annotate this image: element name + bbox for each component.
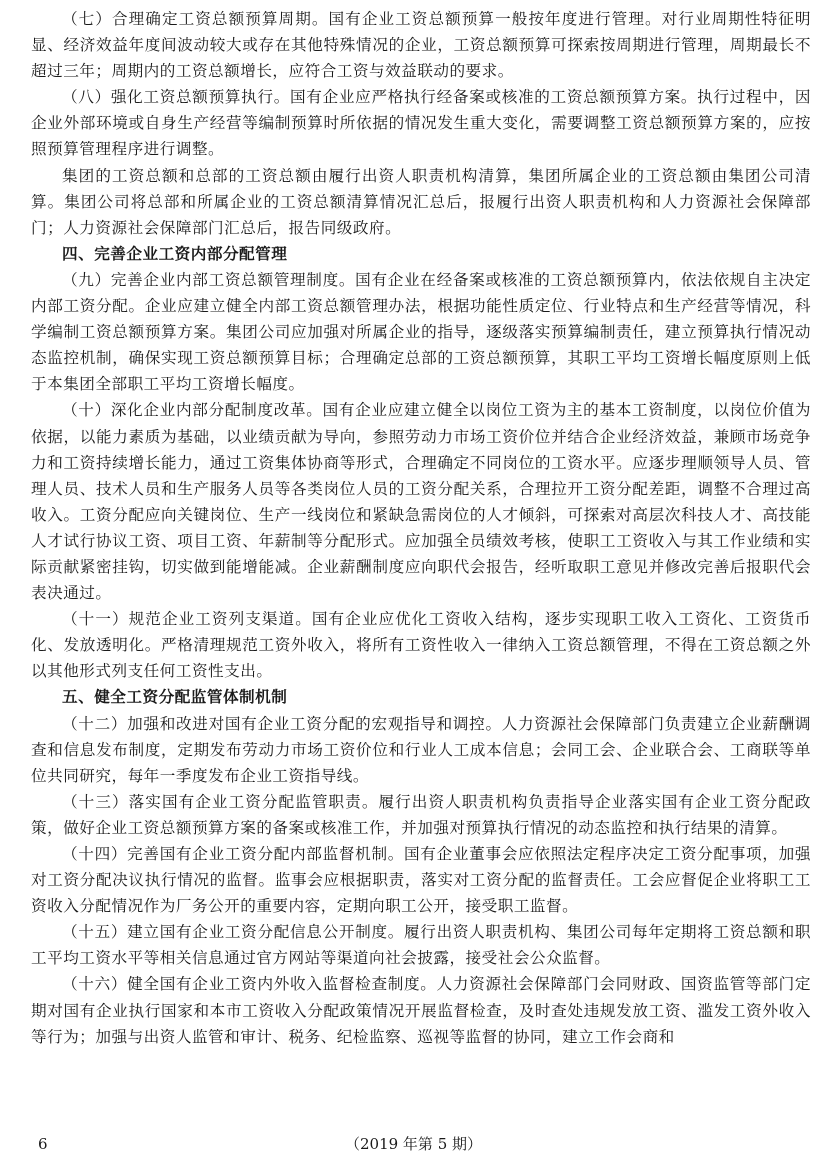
issue-label: （2019 年第 5 期） [344,1135,483,1153]
paragraph: （九）完善企业内部工资总额管理制度。国有企业在经备案或核准的工资总额预算内，依法依规自主决定内部工资分配。企业应建立健全内部工资总额管理办法，根据功能性质定位、行业特点和生产经营等情况，科学编制工资总额预算方案。集团公司应加强对所属企业的指导，逐级落实预算编制责任，建立预算执行情况动态监控机制，确保实现工资总额预算目标；合理确定总部的工资总额预算，其职工平均工资增长幅度原则上低于本集团全部职工平均工资增长幅度。 [31,270,811,394]
paragraph: （十）深化企业内部分配制度改革。国有企业应建立健全以岗位工资为主的基本工资制度，以岗位价值为依据，以能力素质为基础，以业绩贡献为导向，参照劳动力市场工资价位并结合企业经济效益，兼顾市场竞争力和工资持续增长能力，通过工资集体协商等形式，合理确定不同岗位的工资水平。应逐步理顺领导人员、管理人员、技术人员和生产服务人员等各类岗位人员的工资分配关系，合理拉开工资分配差距，调整不合理过高收入。工资分配应向关键岗位、生产一线岗位和紧缺急需岗位的人才倾斜，可探索对高层次科技人才、高技能人才试行协议工资、项目工资、年薪制等分配形式。应加强全员绩效考核，使职工工资收入与其工作业绩和实际贡献紧密挂钩，切实做到能增能减。企业薪酬制度应向职代会报告，经听取职工意见并修改完善后报职代会表决通过。 [31,401,811,603]
paragraph: （十二）加强和改进对国有企业工资分配的宏观指导和调控。人力资源社会保障部门负责建立企业薪酬调查和信息发布制度，定期发布劳动力市场工资价位和行业人工成本信息；会同工会、企业联合会、工商联等单位共同研究，每年一季度发布企业工资指导线。 [31,714,811,785]
page-number: 6 [38,1135,48,1153]
paragraph: （十四）完善国有企业工资分配内部监督机制。国有企业董事会应依照法定程序决定工资分配事项，加强对工资分配决议执行情况的监督。监事会应根据职责，落实对工资分配的监督责任。工会应督促企业将职工工资收入分配情况作为厂务公开的重要内容，定期向职工公开，接受职工监督。 [31,845,811,916]
paragraph: （十五）建立国有企业工资分配信息公开制度。履行出资人职责机构、集团公司每年定期将工资总额和职工平均工资水平等相关信息通过官方网站等渠道向社会披露，接受社会公众监督。 [31,923,811,968]
section-heading: 四、完善企业工资内部分配管理 [62,244,288,263]
paragraph: 集团的工资总额和总部的工资总额由履行出资人职责机构清算，集团所属企业的工资总额由集团公司清算。集团公司将总部和所属企业的工资总额清算情况汇总后，报履行出资人职责机构和人力资源社会保障部门；人力资源社会保障部门汇总后，报告同级政府。 [31,166,811,237]
paragraph: （十六）健全国有企业工资内外收入监督检查制度。人力资源社会保障部门会同财政、国资监管等部门定期对国有企业执行国家和本市工资收入分配政策情况开展监督检查，及时查处违规发放工资、滥发工资外收入等行为；加强与出资人监管和审计、税务、纪检监察、巡视等监督的协同，建立工作会商和 [31,975,811,1046]
document-body [31,6,811,1050]
paragraph: （八）强化工资总额预算执行。国有企业应严格执行经备案或核准的工资总额预算方案。执行过程中，因企业外部环境或自身生产经营等编制预算时所依据的情况发生重大变化，需要调整工资总额预算方案的，应按照预算管理程序进行调整。 [31,88,811,159]
paragraph: （十三）落实国有企业工资分配监管职责。履行出资人职责机构负责指导企业落实国有企业工资分配政策，做好企业工资总额预算方案的备案或核准工作，并加强对预算执行情况的动态监控和执行结果的清算。 [31,792,811,837]
section-heading: 五、健全工资分配监管体制机制 [62,688,288,707]
page-footer [0,1130,827,1158]
paragraph: （十一）规范企业工资列支渠道。国有企业应优化工资收入结构，逐步实现职工收入工资化、工资货币化、发放透明化。严格清理规范工资外收入，将所有工资性收入一律纳入工资总额管理，不得在工资总额之外以其他形式列支任何工资性支出。 [31,610,811,681]
paragraph: （七）合理确定工资总额预算周期。国有企业工资总额预算一般按年度进行管理。对行业周期性特征明显、经济效益年度间波动较大或存在其他特殊情况的企业，工资总额预算可探索按周期进行管理，周期最长不超过三年；周期内的工资总额增长，应符合工资与效益联动的要求。 [31,10,811,81]
